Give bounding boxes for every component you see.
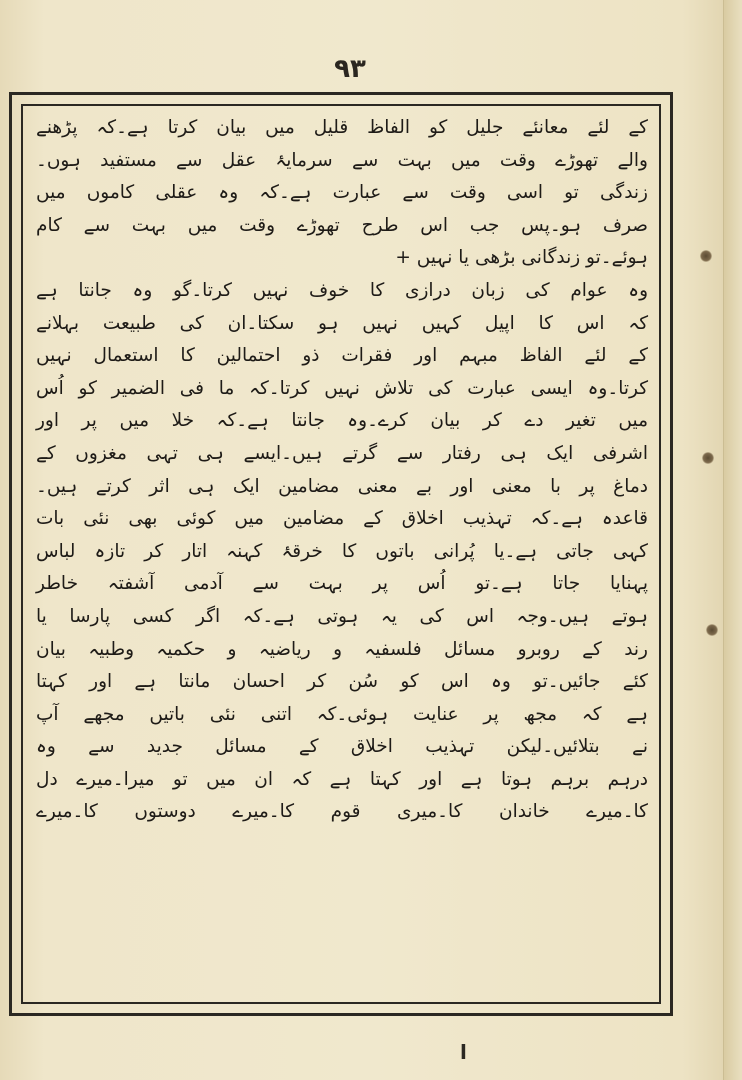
text-line: اشرفی ایک ہی رفتار سے گرتے ہیں۔ایسے ہی تہی مغزوں کے — [36, 442, 648, 464]
text-line: دماغ پر با معنی اور بے معنی مضامین ایک ہی اثر کرتے ہیں۔ — [36, 475, 648, 497]
text-line: کا۔میرے خاندان کا۔میری قوم کا۔میرے دوستوں کا۔میرے — [36, 801, 648, 823]
text-line: پہنایا جاتا ہے۔تو اُس پر بہت سے آدمی آشفتہ خاطر — [36, 573, 648, 595]
page-number: ۹۳ — [334, 54, 366, 84]
text-line: درہم برہم ہوتا ہے اور کہتا ہے کہ ان میں تو میرا۔میرے دل — [36, 768, 648, 790]
text-line: زندگی تو اسی وقت سے عبارت ہے۔کہ وہ عقلی کاموں میں — [36, 182, 648, 204]
text-line: میں تغیر دے کر بیان کرے۔وہ جانتا ہے۔کہ خلا میں پر اور — [36, 410, 648, 432]
binding-hole — [702, 452, 714, 464]
text-line: قاعدہ ہے۔کہ تہذیب اخلاق کے مضامین میں کوئی بھی نئی بات — [36, 508, 648, 530]
body-text — [30, 112, 654, 996]
text-line: وہ عوام کی زبان درازی کا خوف نہیں کرتا۔گو وہ جانتا ہے — [36, 279, 648, 301]
page-edge — [723, 0, 742, 1080]
text-line: کہی جاتی ہے۔یا پُرانی باتوں کا خرقۂ کہنہ اتار کر تازہ لباس — [36, 540, 648, 562]
page-mark: ا — [460, 1040, 467, 1064]
binding-hole — [706, 624, 718, 636]
text-line: کے لئے الفاظ مبہم اور فقرات ذو احتمالین کا استعمال نہیں — [36, 345, 648, 367]
text-line: کہ اس کا اپیل کہیں نہیں ہو سکتا۔ان کی طبیعت بہلانے — [36, 312, 648, 334]
text-line: ہوتے ہیں۔وجہ اس کی یہ ہوتی ہے۔کہ اگر کسی پارسا یا — [36, 605, 648, 627]
text-line: ہوئے۔تو زندگانی بڑھی یا نہیں + — [395, 247, 648, 269]
text-line: والے تھوڑے وقت میں بہت سے سرمایۂ عقل سے مستفید ہوں۔ — [36, 149, 648, 171]
text-line: کئے جائیں۔تو وہ اس کو سُن کر احسان مانتا ہے اور کہتا — [36, 671, 648, 693]
text-line: رند کے روبرو مسائل فلسفیہ و ریاضیہ و حکمیہ وطبیہ بیان — [36, 638, 648, 660]
text-line: صرف ہو۔پس جب اس طرح تھوڑے وقت میں بہت سے کام — [36, 214, 648, 236]
text-line: ہے کہ مجھ پر عنایت ہوئی۔کہ اتنی نئی باتیں مجھے آپ — [36, 703, 648, 725]
text-line: کرتا۔وہ ایسی عبارت کی تلاش نہیں کرتا۔کہ ما فی الضمیر کو اُس — [36, 377, 648, 399]
text-line: کے لئے معانئے جلیل کو الفاظ قلیل میں بیان کرتا ہے۔کہ پڑھنے — [36, 117, 648, 138]
text-line: نے بتلائیں۔لیکن تہذیب اخلاق کے مسائل جدید سے وہ — [36, 736, 648, 758]
binding-hole — [700, 250, 712, 262]
